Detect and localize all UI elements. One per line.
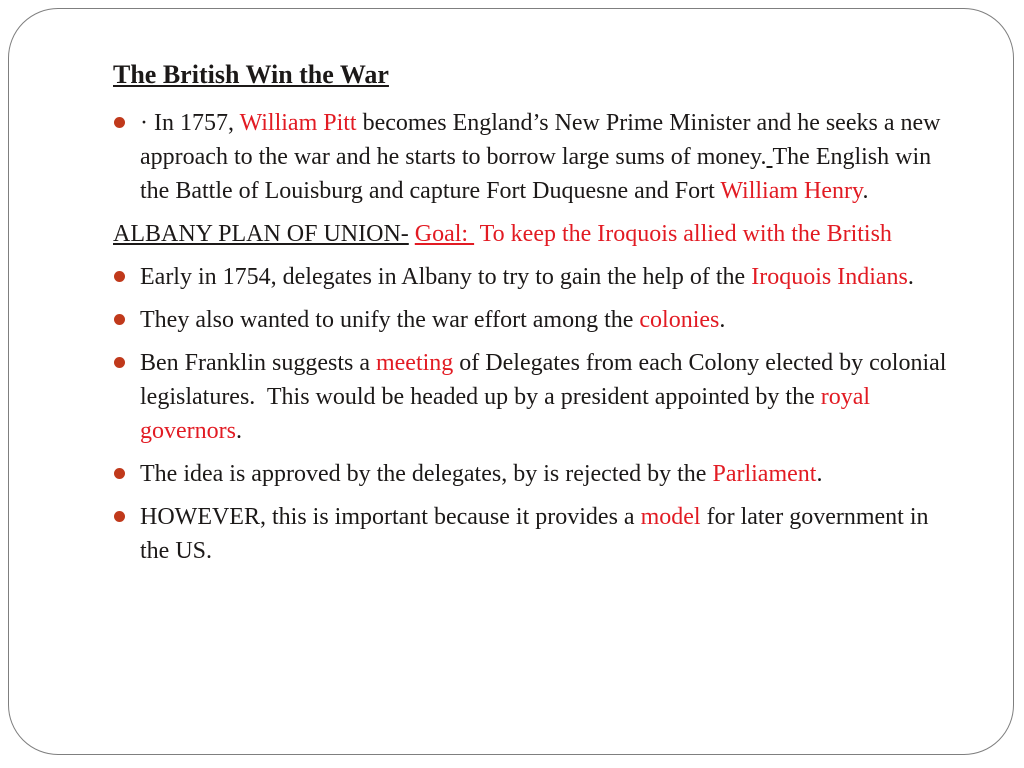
- body-text: The idea is approved by the delegates, by is rejected by the: [140, 461, 713, 487]
- body-text: The English win the Battle of Louisburg and capture Fort Duquesne and Fort: [140, 144, 932, 204]
- body-text: .: [816, 461, 823, 487]
- slide-body: [113, 106, 958, 568]
- highlighted-text: William Pitt: [239, 110, 357, 136]
- highlighted-text: colonies: [639, 307, 720, 333]
- bullet-marker-icon: [114, 271, 125, 282]
- bullet-marker-icon: [114, 314, 125, 325]
- body-text: .: [862, 178, 869, 204]
- body-text: of Delegates from each Colony elected by colonial legislatures. This would be headed up by a president appointed by the: [140, 350, 947, 410]
- bullet-item: [113, 457, 958, 491]
- slide-title: The British Win the War: [113, 60, 389, 89]
- bullet-item: [113, 106, 958, 208]
- body-text: Ben Franklin suggests a: [140, 350, 376, 376]
- highlighted-text: Iroquois Indians: [751, 264, 908, 290]
- body-text: They also wanted to unify the war effort among the: [140, 307, 640, 333]
- highlighted-text: Parliament: [712, 461, 817, 487]
- bullet-item: [113, 500, 958, 568]
- bullet-item: [113, 260, 958, 294]
- highlighted-text: royal governors: [140, 384, 871, 444]
- body-text: · In 1757,: [140, 110, 240, 136]
- bullet-marker-icon: [114, 511, 125, 522]
- highlighted-text: meeting: [375, 350, 454, 376]
- highlighted-text: To keep the Iroquois allied with the British: [474, 221, 892, 247]
- paragraph: [113, 217, 958, 251]
- body-text: Early in 1754, delegates in Albany to try to gain the help of the: [140, 264, 752, 290]
- body-text: .: [907, 264, 914, 290]
- body-text: HOWEVER, this is important because it provides a: [140, 504, 641, 530]
- body-text: ALBANY PLAN OF UNION-: [113, 221, 409, 247]
- body-text: for later government in the US.: [140, 504, 929, 564]
- bullet-marker-icon: [114, 117, 125, 128]
- bullet-item: [113, 303, 958, 337]
- body-text: becomes England’s New Prime Minister and he seeks a new approach to the war and he starts to borrow large sums of money.: [140, 110, 941, 170]
- highlighted-text: model: [640, 504, 701, 530]
- slide-content: [113, 60, 958, 577]
- body-text: .: [719, 307, 726, 333]
- bullet-marker-icon: [114, 468, 125, 479]
- highlighted-text: Goal:: [414, 221, 475, 247]
- bullet-marker-icon: [114, 357, 125, 368]
- bullet-item: [113, 346, 958, 448]
- highlighted-text: William Henry: [720, 178, 863, 204]
- body-text: .: [235, 418, 242, 444]
